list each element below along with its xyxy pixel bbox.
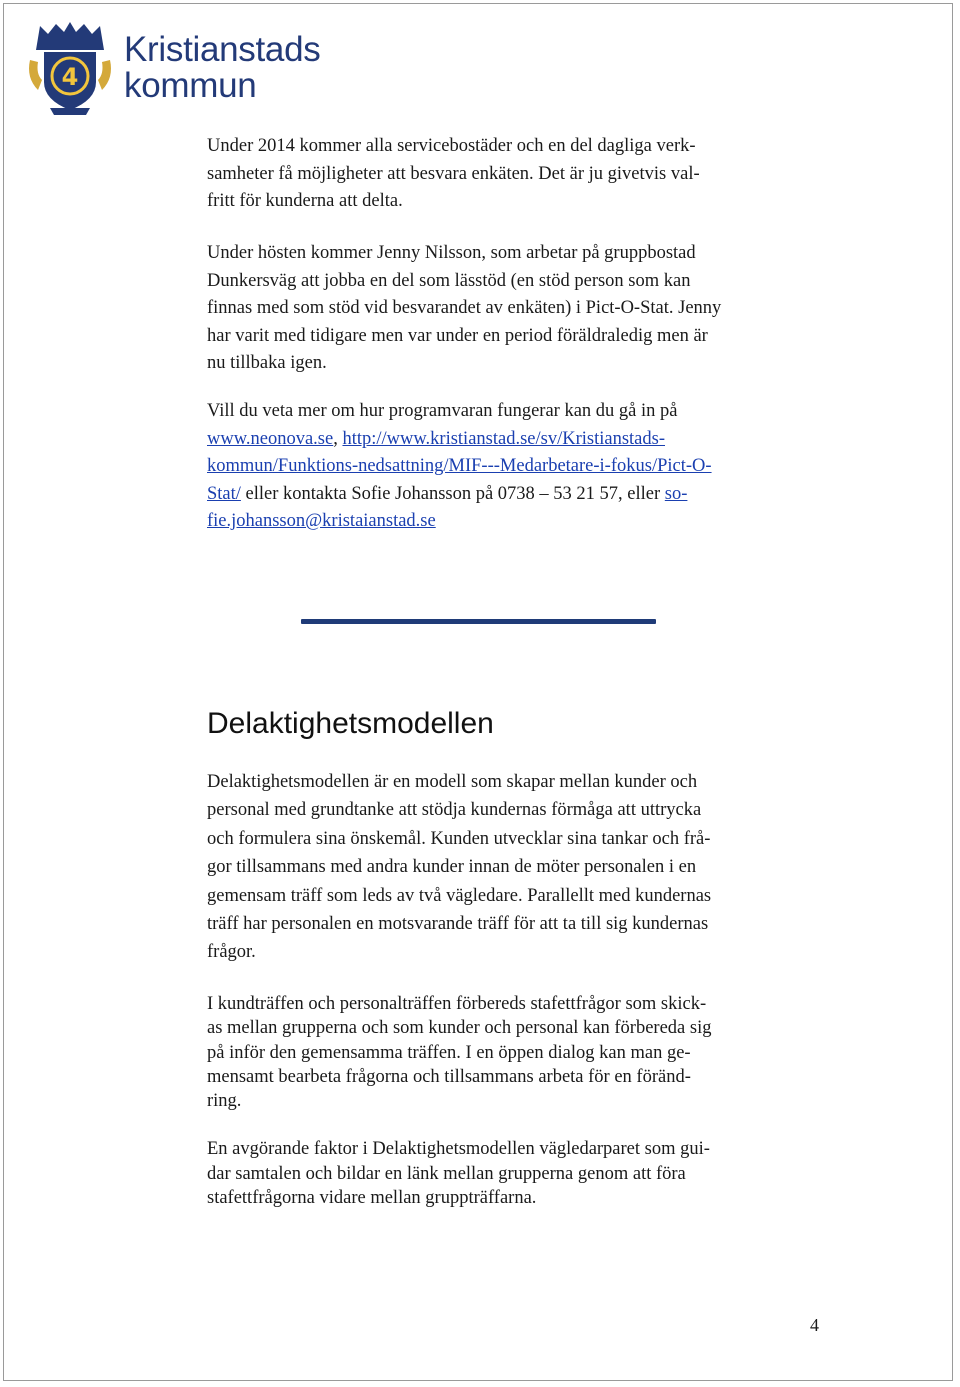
intro-paragraph-2: Under hösten kommer Jenny Nilsson, som arbetar på gruppbostad Dunkersväg att jobba en del som lässtöd (en stöd person som kan finnas med som stöd vid besvarandet av enkäten) i Pict-O-Stat. Jenny har varit med tidigare men var under en period föräldraledig men är nu tillbaka igen. bbox=[207, 243, 722, 373]
kristianstad-link-end[interactable]: Stat/ bbox=[207, 483, 241, 504]
neonova-link[interactable]: www.neonova.se bbox=[207, 428, 334, 449]
page-number: 4 bbox=[810, 1315, 819, 1335]
kristianstad-link-cont[interactable]: kommun/Funktions-nedsattning/MIF---Medarbetare-i-fokus/Pict-O- bbox=[207, 456, 712, 476]
svg-text:4: 4 bbox=[61, 63, 79, 91]
section-paragraph-2: I kundträffen och personalträffen förbereds stafettfrågor som skick- as mellan grupperna och som kunder och personal kan förbereda sig på inför den gemensamma träffen. I en öppen dialog kan man ge- mensamt bearbeta frågorna och tillsammans arbeta för en föränd- ring. bbox=[207, 994, 712, 1112]
section-heading: Delaktighetsmodellen bbox=[207, 707, 494, 740]
kristianstad-link[interactable]: http://www.kristianstad.se/sv/Kristianstads- bbox=[342, 428, 665, 449]
coat-of-arms-icon bbox=[26, 20, 114, 116]
email-link[interactable]: so- bbox=[664, 483, 688, 504]
more-info-paragraph: Vill du veta mer om hur programvaran fungerar kan du gå in på www.neonova.se, http://www.kristianstad.se/sv/Kristianstads- kommun/Funktions-nedsattning/MIF---Medarbetare-i-fokus/Pict-O- Stat/ eller kontakta Sofie Johansson på 0738 – 53 21 57, eller so- fie.johansson@kristaianstad.se bbox=[207, 401, 712, 531]
section-paragraph-1: Delaktighetsmodellen är en modell som skapar mellan kunder och personal med grundtanke att stödja kundernas förmåga att uttrycka och formulera sina önskemål. Kunden utvecklar sina tankar och frå- gor tillsammans med andra kunder innan de möter personalen i en gemensam träff som leds av två vägledare. Parallellt med kundernas träff har personalen en motsvarande träff för att ta till sig kundernas frågor. bbox=[207, 772, 712, 963]
email-link-cont[interactable]: fie.johansson@kristaianstad.se bbox=[207, 511, 436, 531]
section-paragraph-3: En avgörande faktor i Delaktighetsmodellen vägledarparet som gui- dar samtalen och bildar en länk mellan grupperna genom att föra stafettfrågorna vidare mellan gruppträffarna. bbox=[207, 1139, 710, 1208]
kristianstad-logo bbox=[26, 20, 336, 116]
section-divider bbox=[301, 619, 656, 624]
logo-line-1: Kristianstads bbox=[124, 30, 321, 69]
logo-line-2: kommun bbox=[124, 66, 257, 105]
contact-text: eller kontakta Sofie Johansson på 0738 – 53 21 57, eller bbox=[240, 483, 665, 504]
intro-paragraph-1: Under 2014 kommer alla servicebostäder och en del dagliga verk- samheter få möjligheter att besvara enkäten. Det är ju givetvis val- fritt för kunderna att delta. bbox=[207, 136, 700, 211]
